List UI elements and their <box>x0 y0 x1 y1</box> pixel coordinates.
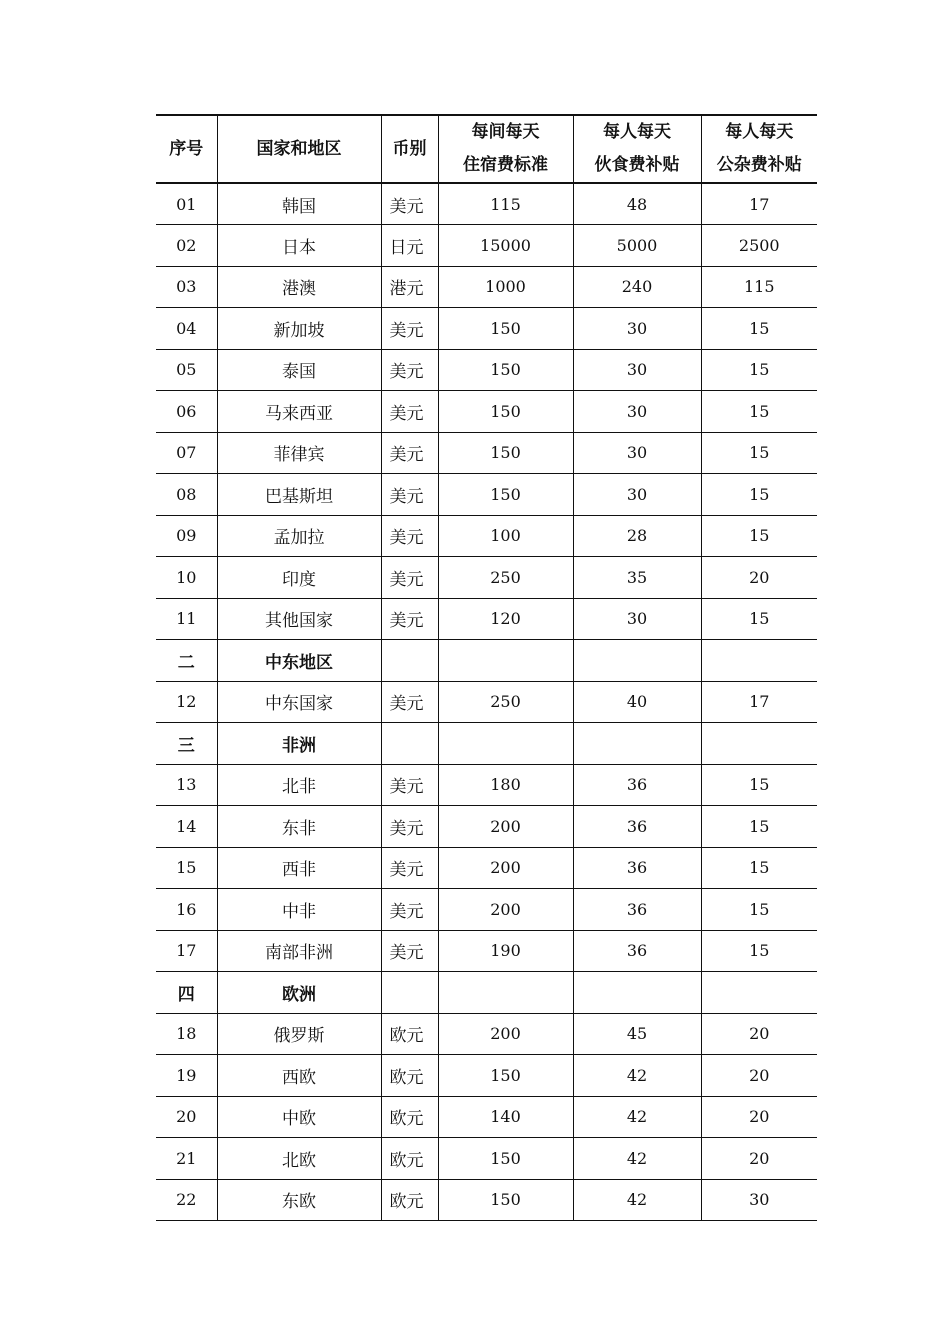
cell-region: 菲律宾 <box>217 432 381 474</box>
cell-seq: 01 <box>156 183 217 225</box>
cell-misc: 20 <box>701 1096 817 1138</box>
cell-region: 东欧 <box>217 1179 381 1221</box>
table-body <box>156 183 817 1221</box>
cell-misc: 15 <box>701 598 817 640</box>
cell-meals: 30 <box>573 349 701 391</box>
header-seq: 序号 <box>156 115 217 183</box>
section-empty-cell <box>573 640 701 682</box>
cell-region: 中非 <box>217 889 381 931</box>
cell-meals: 36 <box>573 806 701 848</box>
cell-seq: 05 <box>156 349 217 391</box>
cell-currency: 美元 <box>381 598 438 640</box>
cell-currency: 美元 <box>381 515 438 557</box>
cell-meals: 45 <box>573 1013 701 1055</box>
cell-lodging: 200 <box>438 889 573 931</box>
cell-region: 港澳 <box>217 266 381 308</box>
cell-lodging: 15000 <box>438 225 573 267</box>
header-meals-line2: 伙食费补贴 <box>594 155 680 175</box>
cell-seq: 06 <box>156 391 217 433</box>
header-region: 国家和地区 <box>217 115 381 183</box>
cell-region: 新加坡 <box>217 308 381 350</box>
cell-misc: 15 <box>701 432 817 474</box>
cell-seq: 08 <box>156 474 217 516</box>
cell-region: 北欧 <box>217 1138 381 1180</box>
table-row <box>156 930 817 972</box>
section-name: 欧洲 <box>217 972 381 1014</box>
header-misc-line1: 每人每天 <box>725 122 794 142</box>
cell-region: 中欧 <box>217 1096 381 1138</box>
cell-seq: 04 <box>156 308 217 350</box>
cell-region: 孟加拉 <box>217 515 381 557</box>
cell-region: 巴基斯坦 <box>217 474 381 516</box>
cell-region: 西欧 <box>217 1055 381 1097</box>
table-row <box>156 308 817 350</box>
cell-currency: 美元 <box>381 557 438 599</box>
cell-lodging: 150 <box>438 1179 573 1221</box>
section-row <box>156 723 817 765</box>
cell-misc: 15 <box>701 847 817 889</box>
header-currency: 币别 <box>381 115 438 183</box>
cell-seq: 18 <box>156 1013 217 1055</box>
cell-seq: 17 <box>156 930 217 972</box>
cell-lodging: 250 <box>438 681 573 723</box>
cell-misc: 20 <box>701 557 817 599</box>
cell-meals: 40 <box>573 681 701 723</box>
section-empty-cell <box>573 723 701 765</box>
cell-seq: 21 <box>156 1138 217 1180</box>
table-row <box>156 598 817 640</box>
table-row <box>156 1055 817 1097</box>
cell-lodging: 115 <box>438 183 573 225</box>
cell-region: 中东国家 <box>217 681 381 723</box>
cell-lodging: 250 <box>438 557 573 599</box>
cell-region: 泰国 <box>217 349 381 391</box>
cell-misc: 20 <box>701 1138 817 1180</box>
cell-lodging: 120 <box>438 598 573 640</box>
section-row <box>156 972 817 1014</box>
cell-lodging: 100 <box>438 515 573 557</box>
cell-currency: 美元 <box>381 889 438 931</box>
cell-misc: 15 <box>701 764 817 806</box>
cell-misc: 15 <box>701 308 817 350</box>
table-row <box>156 349 817 391</box>
cell-currency: 美元 <box>381 432 438 474</box>
section-empty-cell <box>438 723 573 765</box>
section-empty-cell <box>438 972 573 1014</box>
cell-meals: 30 <box>573 474 701 516</box>
cell-lodging: 150 <box>438 1055 573 1097</box>
cell-currency: 美元 <box>381 391 438 433</box>
cell-region: 马来西亚 <box>217 391 381 433</box>
cell-meals: 42 <box>573 1055 701 1097</box>
cell-region: 韩国 <box>217 183 381 225</box>
table-row <box>156 225 817 267</box>
cell-misc: 15 <box>701 930 817 972</box>
cell-seq: 09 <box>156 515 217 557</box>
table-row <box>156 764 817 806</box>
cell-meals: 30 <box>573 391 701 433</box>
table-row <box>156 474 817 516</box>
cell-meals: 42 <box>573 1179 701 1221</box>
cell-misc: 20 <box>701 1013 817 1055</box>
cell-lodging: 180 <box>438 764 573 806</box>
cell-meals: 36 <box>573 847 701 889</box>
table-row <box>156 183 817 225</box>
cell-region: 俄罗斯 <box>217 1013 381 1055</box>
cell-lodging: 190 <box>438 930 573 972</box>
table-row <box>156 847 817 889</box>
cell-meals: 36 <box>573 930 701 972</box>
section-name: 中东地区 <box>217 640 381 682</box>
cell-seq: 20 <box>156 1096 217 1138</box>
cell-seq: 12 <box>156 681 217 723</box>
table-row <box>156 1138 817 1180</box>
cell-region: 其他国家 <box>217 598 381 640</box>
cell-seq: 15 <box>156 847 217 889</box>
cell-lodging: 150 <box>438 391 573 433</box>
section-number: 四 <box>156 972 217 1014</box>
cell-seq: 19 <box>156 1055 217 1097</box>
cell-meals: 36 <box>573 889 701 931</box>
cell-region: 日本 <box>217 225 381 267</box>
cell-currency: 欧元 <box>381 1179 438 1221</box>
cell-lodging: 1000 <box>438 266 573 308</box>
table-row <box>156 557 817 599</box>
cell-region: 西非 <box>217 847 381 889</box>
cell-lodging: 150 <box>438 432 573 474</box>
cell-misc: 115 <box>701 266 817 308</box>
cell-seq: 10 <box>156 557 217 599</box>
cell-currency: 日元 <box>381 225 438 267</box>
cell-meals: 240 <box>573 266 701 308</box>
section-empty-cell <box>381 972 438 1014</box>
cell-currency: 美元 <box>381 930 438 972</box>
cell-misc: 20 <box>701 1055 817 1097</box>
cell-lodging: 200 <box>438 806 573 848</box>
table-row <box>156 515 817 557</box>
cell-seq: 22 <box>156 1179 217 1221</box>
cell-seq: 16 <box>156 889 217 931</box>
cell-lodging: 140 <box>438 1096 573 1138</box>
cell-currency: 美元 <box>381 474 438 516</box>
cell-misc: 15 <box>701 391 817 433</box>
table-row <box>156 1096 817 1138</box>
cell-seq: 11 <box>156 598 217 640</box>
cell-seq: 13 <box>156 764 217 806</box>
cell-lodging: 150 <box>438 1138 573 1180</box>
header-meals-line1: 每人每天 <box>603 122 671 142</box>
section-empty-cell <box>573 972 701 1014</box>
table-row <box>156 806 817 848</box>
table-row <box>156 391 817 433</box>
header-lodging-line2: 住宿费标准 <box>463 155 548 175</box>
cell-currency: 欧元 <box>381 1096 438 1138</box>
table-row <box>156 1179 817 1221</box>
cell-misc: 15 <box>701 515 817 557</box>
section-name: 非洲 <box>217 723 381 765</box>
cell-misc: 15 <box>701 806 817 848</box>
header-row <box>156 115 817 183</box>
table-row <box>156 266 817 308</box>
cell-region: 北非 <box>217 764 381 806</box>
cell-misc: 15 <box>701 889 817 931</box>
cell-misc: 30 <box>701 1179 817 1221</box>
section-number: 二 <box>156 640 217 682</box>
cell-seq: 03 <box>156 266 217 308</box>
table-row <box>156 432 817 474</box>
cell-seq: 02 <box>156 225 217 267</box>
cell-lodging: 200 <box>438 1013 573 1055</box>
cell-misc: 15 <box>701 474 817 516</box>
cell-meals: 42 <box>573 1138 701 1180</box>
header-lodging-line1: 每间每天 <box>471 122 540 142</box>
cell-meals: 28 <box>573 515 701 557</box>
cell-lodging: 150 <box>438 349 573 391</box>
cell-currency: 美元 <box>381 681 438 723</box>
cell-currency: 美元 <box>381 764 438 806</box>
table-row <box>156 889 817 931</box>
header-misc-line2: 公杂费补贴 <box>716 155 802 175</box>
section-empty-cell <box>381 640 438 682</box>
section-row <box>156 640 817 682</box>
section-empty-cell <box>701 723 817 765</box>
cell-currency: 美元 <box>381 349 438 391</box>
cell-meals: 35 <box>573 557 701 599</box>
cell-misc: 2500 <box>701 225 817 267</box>
section-empty-cell <box>381 723 438 765</box>
cell-currency: 欧元 <box>381 1138 438 1180</box>
cell-misc: 17 <box>701 681 817 723</box>
cell-meals: 36 <box>573 764 701 806</box>
cell-currency: 欧元 <box>381 1013 438 1055</box>
cell-lodging: 150 <box>438 308 573 350</box>
cell-currency: 美元 <box>381 308 438 350</box>
cell-misc: 15 <box>701 349 817 391</box>
cell-meals: 42 <box>573 1096 701 1138</box>
cell-misc: 17 <box>701 183 817 225</box>
cell-seq: 14 <box>156 806 217 848</box>
cell-seq: 07 <box>156 432 217 474</box>
cell-meals: 48 <box>573 183 701 225</box>
cell-meals: 5000 <box>573 225 701 267</box>
cell-lodging: 200 <box>438 847 573 889</box>
cell-meals: 30 <box>573 308 701 350</box>
allowance-table <box>156 114 817 1221</box>
section-empty-cell <box>701 972 817 1014</box>
cell-meals: 30 <box>573 432 701 474</box>
section-empty-cell <box>438 640 573 682</box>
cell-region: 南部非洲 <box>217 930 381 972</box>
cell-meals: 30 <box>573 598 701 640</box>
cell-currency: 美元 <box>381 847 438 889</box>
header-meals <box>573 115 701 183</box>
cell-currency: 欧元 <box>381 1055 438 1097</box>
cell-lodging: 150 <box>438 474 573 516</box>
header-lodging <box>438 115 573 183</box>
cell-currency: 美元 <box>381 183 438 225</box>
cell-region: 东非 <box>217 806 381 848</box>
section-empty-cell <box>701 640 817 682</box>
table-row <box>156 681 817 723</box>
cell-currency: 港元 <box>381 266 438 308</box>
header-misc <box>701 115 817 183</box>
cell-currency: 美元 <box>381 806 438 848</box>
table-row <box>156 1013 817 1055</box>
cell-region: 印度 <box>217 557 381 599</box>
section-number: 三 <box>156 723 217 765</box>
